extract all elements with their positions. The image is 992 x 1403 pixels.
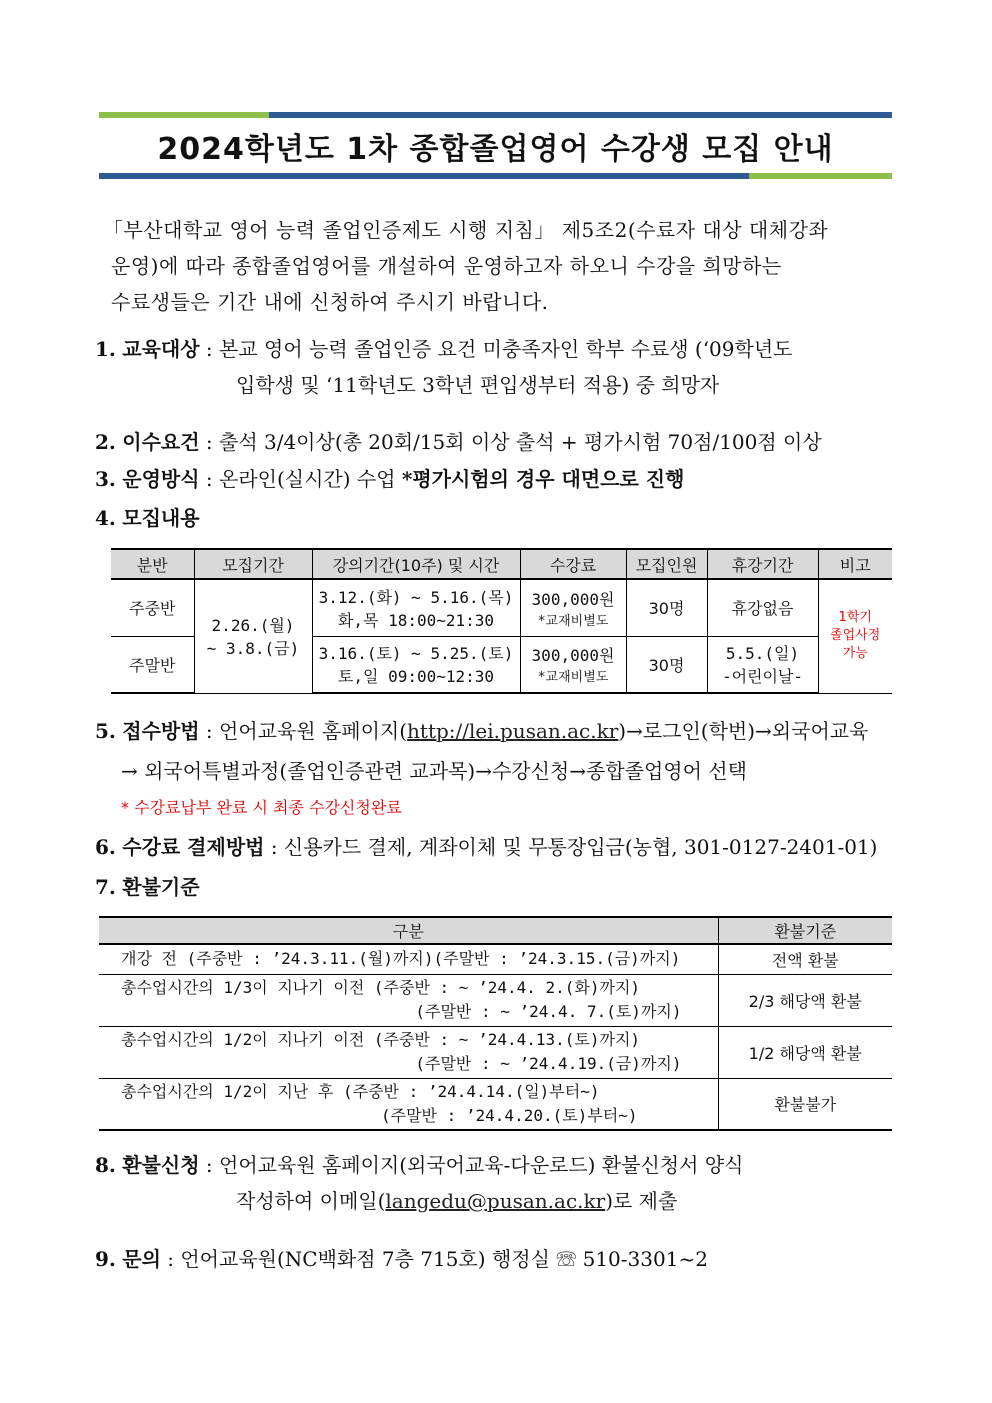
section-requirement: 2. 이수요건 : 출석 3/4이상(총 20회/15회 이상 출석 + 평가시험 70점/100점 이상 <box>95 430 822 454</box>
header-lecture: 강의기간(10주) 및 시간 <box>312 549 520 579</box>
count-cell: 30명 <box>626 636 707 693</box>
intro-line-3: 수료생들은 기간 내에 신청하여 주시기 바랍니다. <box>111 290 549 314</box>
header-break: 휴강기간 <box>707 549 818 579</box>
count-cell: 30명 <box>626 579 707 636</box>
section-recruitment: 4. 모집내용 <box>95 506 200 530</box>
email-link[interactable]: langedu@pusan.ac.kr <box>385 1189 606 1213</box>
refund-cell: 전액 환불 <box>718 944 892 974</box>
intro-line-2: 운영)에 따라 종합졸업영어를 개설하여 운영하고자 하오니 수강을 희망하는 <box>111 254 782 278</box>
refund-cell: 1/2 해당액 환불 <box>718 1026 892 1078</box>
header-note: 비고 <box>818 549 892 579</box>
fee-cell: 300,000원 *교재비별도 <box>520 636 626 693</box>
page-title: 2024학년도 1차 종합졸업영어 수강생 모집 안내 <box>157 132 834 167</box>
fee-cell: 300,000원 *교재비별도 <box>520 579 626 636</box>
category-cell: 개강 전 (주중반 : ’24.3.11.(월)까지)(주말반 : ’24.3.15.(금)까지) <box>99 944 718 974</box>
homepage-link[interactable]: http://lei.pusan.ac.kr <box>407 719 619 743</box>
category-cell: 총수업시간의 1/2이 지난 후 (주중반 : ’24.4.14.(일)부터~) (주말반 : ’24.4.20.(토)부터~) <box>99 1078 718 1130</box>
header-fee: 수강료 <box>520 549 626 579</box>
section-application-line-2: → 외국어특별과정(졸업인증관련 교과목)→수강신청→종합졸업영어 선택 <box>121 759 747 783</box>
class-cell: 주말반 <box>111 636 194 693</box>
section-payment: 6. 수강료 결제방법 : 신용카드 결제, 계좌이체 및 무통장입금(농협, 301-0127-2401-01) <box>95 835 878 859</box>
break-cell: 5.5.(일) -어린이날- <box>707 636 818 693</box>
section-operation: 3. 운영방식 : 온라인(실시간) 수업 *평가시험의 경우 대면으로 진행 <box>95 467 685 491</box>
section-refund-criteria: 7. 환불기준 <box>95 875 200 899</box>
table-row <box>99 1026 892 1078</box>
header-count: 모집인원 <box>626 549 707 579</box>
table-row <box>99 1078 892 1130</box>
table-header-row <box>99 917 892 944</box>
intro-line-1: 「부산대학교 영어 능력 졸업인증제도 시행 지침」 제5조2(수료자 대상 대체강좌 <box>103 218 829 242</box>
category-cell: 총수업시간의 1/3이 지나기 이전 (주중반 : ~ ’24.4. 2.(화)까지) (주말반 : ~ ’24.4. 7.(토)까지) <box>99 974 718 1026</box>
header-class: 분반 <box>111 549 194 579</box>
section-refund-request: 8. 환불신청 : 언어교육원 홈페이지(외국어교육-다운로드) 환불신청서 양식 <box>95 1153 744 1177</box>
section-contact: 9. 문의 : 언어교육원(NC백화점 7층 715호) 행정실 ☏ 510-3301~2 <box>95 1247 708 1271</box>
header-period: 모집기간 <box>194 549 312 579</box>
recruitment-table <box>111 548 892 694</box>
header-refund: 환불기준 <box>718 917 892 944</box>
refund-table <box>99 916 892 1131</box>
table-header-row <box>111 549 892 579</box>
section-target-line-2: 입학생 및 ‘11학년도 3학년 편입생부터 적용) 중 희망자 <box>236 373 720 397</box>
section-application: 5. 접수방법 : 언어교육원 홈페이지(http://lei.pusan.ac.kr)→로그인(학번)→외국어교육 <box>95 719 869 743</box>
refund-cell: 2/3 해당액 환불 <box>718 974 892 1026</box>
period-cell: 2.26.(월) ~ 3.8.(금) <box>194 579 312 693</box>
section-refund-request-line-2: 작성하여 이메일(langedu@pusan.ac.kr)로 제출 <box>236 1189 678 1213</box>
header-category: 구분 <box>99 917 718 944</box>
table-row <box>99 974 892 1026</box>
title-top-bar <box>99 112 892 118</box>
category-cell: 총수업시간의 1/2이 지나기 이전 (주중반 : ~ ’24.4.13.(토)까지) (주말반 : ~ ’24.4.19.(금)까지) <box>99 1026 718 1078</box>
payment-note: * 수강료납부 완료 시 최종 수강신청완료 <box>121 798 402 817</box>
break-cell: 휴강없음 <box>707 579 818 636</box>
table-row <box>99 944 892 974</box>
table-row <box>111 579 892 636</box>
title-bottom-bar <box>99 173 892 179</box>
class-cell: 주중반 <box>111 579 194 636</box>
refund-cell: 환불불가 <box>718 1078 892 1130</box>
note-cell: 1학기 졸업사정 가능 <box>818 579 892 693</box>
lecture-cell: 3.12.(화) ~ 5.16.(목) 화,목 18:00~21:30 <box>312 579 520 636</box>
lecture-cell: 3.16.(토) ~ 5.25.(토) 토,일 09:00~12:30 <box>312 636 520 693</box>
section-target: 1. 교육대상 : 본교 영어 능력 졸업인증 요건 미충족자인 학부 수료생 (‘09학년도 <box>95 337 793 361</box>
